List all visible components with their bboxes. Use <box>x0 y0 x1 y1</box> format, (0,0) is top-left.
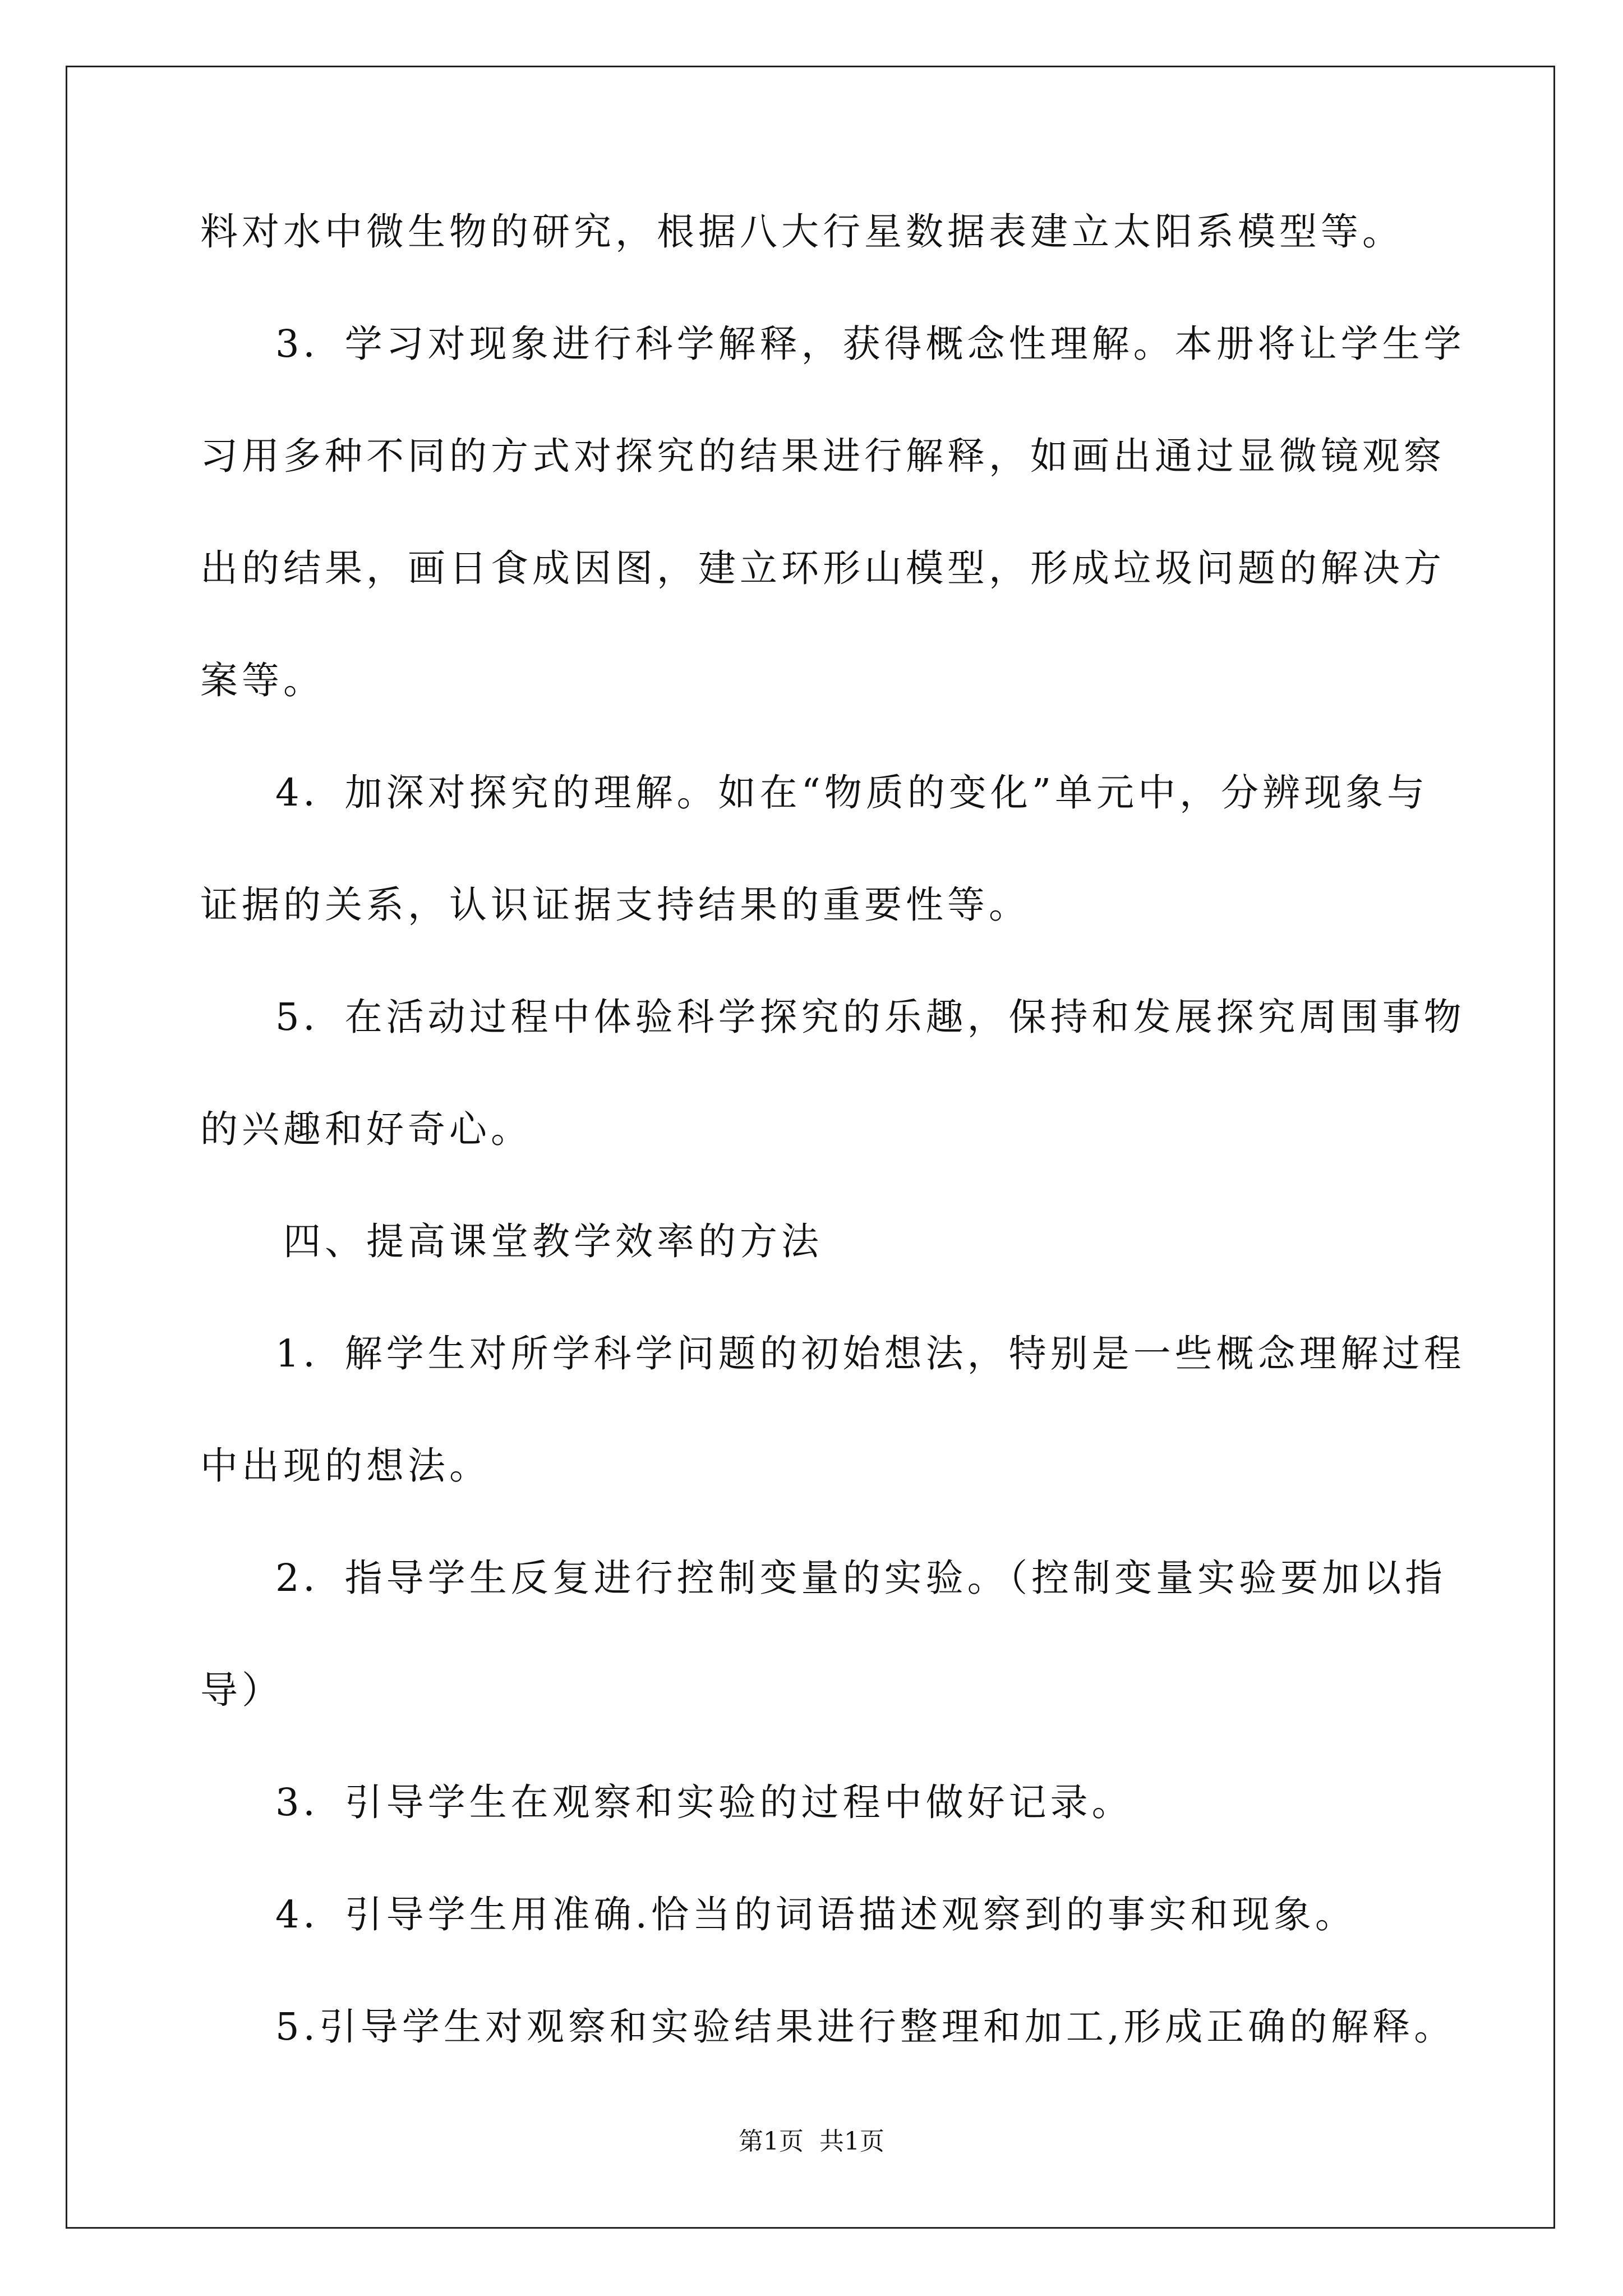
text-line: 3．引导学生在观察和实验的过程中做好记录。 <box>275 1780 1133 1824</box>
text-line: 5．在活动过程中体验科学探究的乐趣，保持和发展探究周围事物 <box>275 995 1465 1039</box>
text-line: 案等。 <box>200 659 325 702</box>
text-line: 4．引导学生用准确.恰当的词语描述观察到的事实和现象。 <box>275 1893 1357 1936</box>
text-line: 1．解学生对所学科学问题的初始想法，特别是一些概念理解过程 <box>275 1332 1465 1375</box>
text-line: 5.引导学生对观察和实验结果进行整理和加工,形成正确的解释。 <box>275 2005 1456 2049</box>
text-line: 3．学习对现象进行科学解释，获得概念性理解。本册将让学生学 <box>275 322 1465 366</box>
text-line: 导） <box>200 1668 283 1712</box>
text-line: 出的结果，画日食成因图，建立环形山模型，形成垃圾问题的解决方 <box>200 546 1445 590</box>
text-line: 4．加深对探究的理解。如在“物质的变化”单元中，分辨现象与 <box>275 771 1429 815</box>
page-footer <box>0 2126 1623 2157</box>
section-heading: 四、提高课堂教学效率的方法 <box>283 1220 823 1263</box>
text-line: 中出现的想法。 <box>200 1444 491 1488</box>
text-line: 证据的关系，认识证据支持结果的重要性等。 <box>200 883 1030 927</box>
text-line: 料对水中微生物的研究，根据八大行星数据表建立太阳系模型等。 <box>200 210 1404 254</box>
text-line: 习用多种不同的方式对探究的结果进行解释，如画出通过显微镜观察 <box>200 434 1445 478</box>
text-line: 的兴趣和好奇心。 <box>200 1107 532 1151</box>
page-total: 共1页 <box>819 2127 884 2156</box>
text-line: 2．指导学生反复进行控制变量的实验。（控制变量实验要加以指 <box>275 1556 1447 1600</box>
page-number: 第1页 <box>739 2127 804 2156</box>
